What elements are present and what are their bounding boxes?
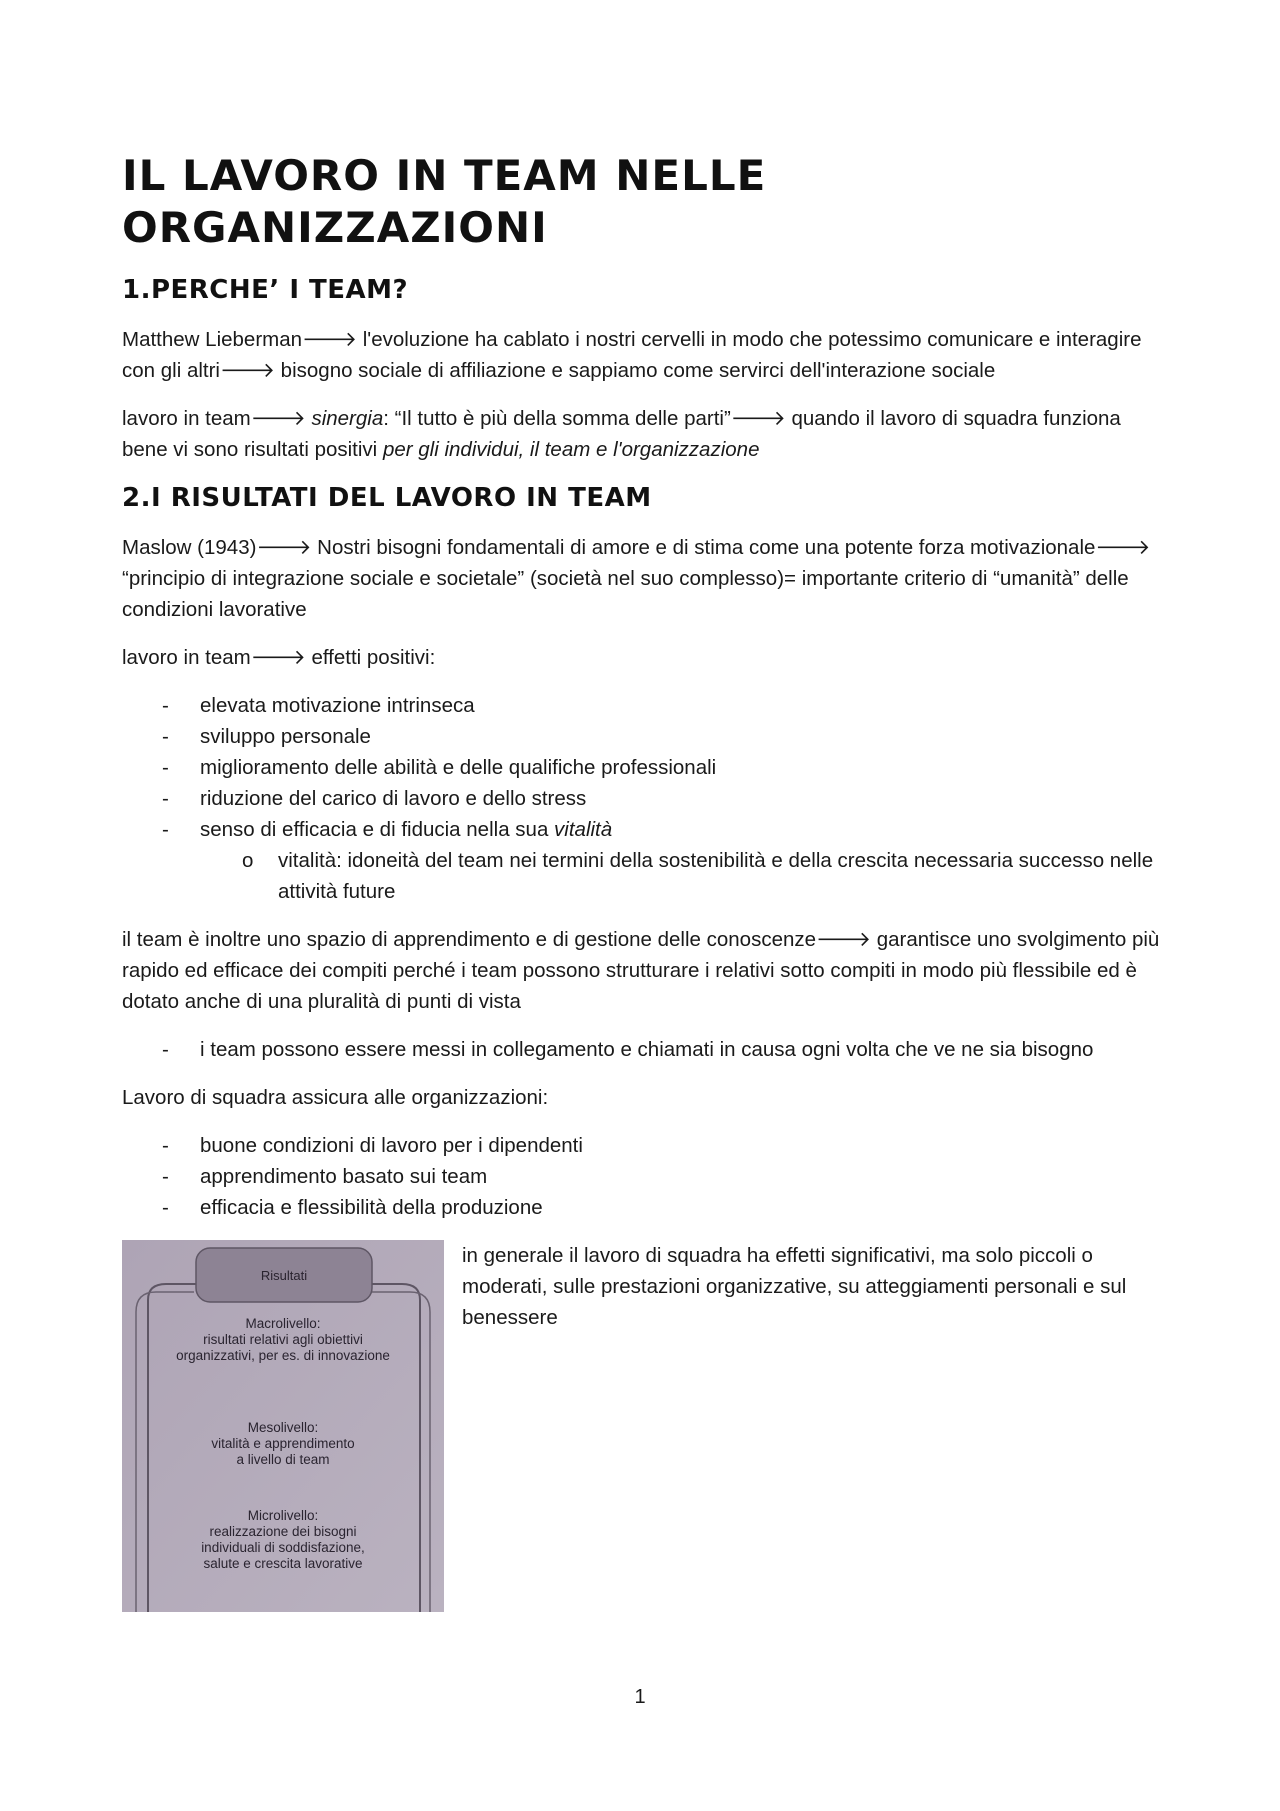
arrow-icon: 🡒: [250, 407, 306, 430]
team-list: [122, 1034, 1162, 1065]
author-name: Matthew Lieberman: [122, 328, 303, 351]
list-item: - buone condizioni di lavoro per i dipendenti: [122, 1130, 1162, 1161]
meso-line: vitalità e apprendimento: [211, 1436, 355, 1451]
sub-list: [200, 845, 1162, 907]
list-item: - efficacia e flessibilità della produzione: [122, 1192, 1162, 1223]
results-diagram: [122, 1240, 444, 1612]
document-page: [122, 150, 1162, 1620]
paragraph-org-intro: Lavoro di squadra assicura alle organizzazioni:: [122, 1086, 549, 1109]
effects-list: [122, 690, 1162, 907]
arrow-icon: 🡒: [302, 328, 358, 351]
paragraph-synergy: lavoro in team🡒 sinergia: “Il tutto è più della somma delle parti”🡒 quando il lavoro di squadra funziona bene vi sono risultati positivi per gli individui, il team e l'organizzazione: [122, 407, 1121, 461]
document-title: IL LAVORO IN TEAM NELLE ORGANIZZAZIONI: [122, 151, 767, 252]
figure-row: [122, 1240, 1162, 1620]
list-item: - senso di efficacia e di fiducia nella sua vitalità o vitalità: idoneità del team nei termini della sostenibilità e della crescita necessaria successo nelle attività future: [122, 814, 1162, 907]
arrow-icon: 🡒: [220, 359, 275, 382]
arrow-icon: 🡒: [730, 407, 786, 430]
paragraph-learning: il team è inoltre uno spazio di apprendimento e di gestione delle conoscenze🡒 garantisce uno svolgimento più rapido ed efficace dei compiti perché i team possono strutturare i relativi sotto compiti in modo più flessibile ed è dotato anche di una pluralità di punti di vista: [122, 928, 1160, 1013]
results-figure-image: [122, 1240, 444, 1612]
figure-caption: in generale il lavoro di squadra ha effetti significativi, ma solo piccoli o moderati, sulle prestazioni organizzative, su atteggiamenti personali e sul benessere: [462, 1244, 1127, 1329]
arrow-icon: 🡒: [250, 646, 306, 669]
arrow-icon: 🡒: [816, 928, 872, 951]
sub-list-item: o vitalità: idoneità del team nei termini della sostenibilità e della crescita necessaria successo nelle attività future: [200, 845, 1162, 907]
list-item: - sviluppo personale: [122, 721, 1162, 752]
paragraph-lieberman: Matthew Lieberman🡒 l'evoluzione ha cablato i nostri cervelli in modo che potessimo comunicare e interagire con gli altri🡒 bisogno sociale di affiliazione e sappiamo come servirci dell'interazione sociale: [122, 328, 1142, 382]
term-synergy: sinergia: [311, 407, 384, 430]
list-item: - elevata motivazione intrinseca: [122, 690, 1162, 721]
section-heading-1: 1.PERCHE’ I TEAM?: [122, 275, 409, 305]
list-item: - apprendimento basato sui team: [122, 1161, 1162, 1192]
arrow-icon: 🡒: [1095, 536, 1151, 559]
list-item: - riduzione del carico di lavoro e dello stress: [122, 783, 1162, 814]
list-item: - miglioramento delle abilità e delle qualifiche professionali: [122, 752, 1162, 783]
micro-line: individuali di soddisfazione,: [201, 1540, 365, 1555]
micro-label: Microlivello:: [247, 1508, 319, 1523]
macro-line: organizzativi, per es. di innovazione: [176, 1348, 390, 1363]
macro-label: Macrolivello:: [245, 1316, 321, 1331]
section-heading-2: 2.I RISULTATI DEL LAVORO IN TEAM: [122, 483, 652, 513]
figure-header-label: Risultati: [260, 1268, 308, 1283]
macro-line: risultati relativi agli obiettivi: [203, 1332, 363, 1347]
page-number: 1: [634, 1686, 646, 1708]
paragraph-maslow: Maslow (1943)🡒 Nostri bisogni fondamentali di amore e di stima come una potente forza motivazionale🡒 “principio di integrazione sociale e societale” (società nel suo complesso)= importante criterio di “umanità” delle condizioni lavorative: [122, 536, 1151, 621]
list-item: - i team possono essere messi in collegamento e chiamati in causa ogni volta che ve ne sia bisogno: [122, 1034, 1162, 1065]
meso-label: Mesolivello:: [247, 1420, 319, 1435]
arrow-icon: 🡒: [256, 536, 312, 559]
micro-line: realizzazione dei bisogni: [209, 1524, 357, 1539]
micro-line: salute e crescita lavorative: [203, 1556, 363, 1571]
meso-line: a livello di team: [236, 1452, 330, 1467]
paragraph-effects-intro: lavoro in team🡒 effetti positivi:: [122, 646, 436, 669]
org-benefits-list: [122, 1130, 1162, 1223]
